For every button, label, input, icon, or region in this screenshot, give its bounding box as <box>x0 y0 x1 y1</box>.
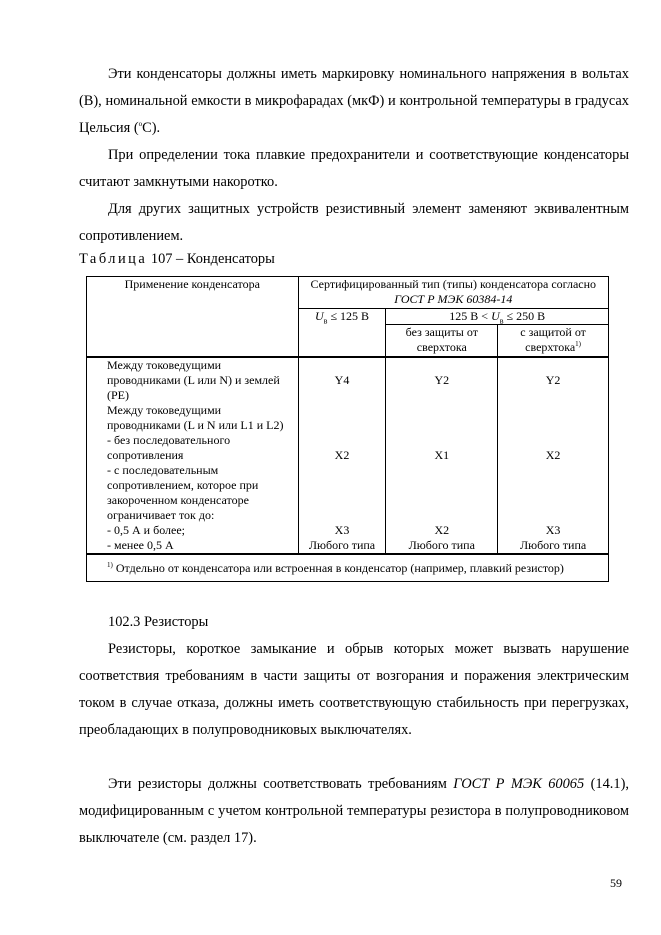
value-low-pe: Y4 <box>334 372 350 387</box>
header-low-voltage: $U_в \le 125$ В <box>298 309 386 357</box>
value-mid-prot-pe: Y2 <box>545 372 561 387</box>
row-live: Между токоведущими проводниками (L и N или L1 и L2) <box>107 402 284 432</box>
table-caption-word: Таблица <box>79 251 148 267</box>
paragraph-marking <box>79 61 629 142</box>
value-low-half: X3 <box>334 522 350 537</box>
row-half-amp: - 0,5 А и более; <box>107 522 186 537</box>
value-low-less: Любого типа <box>308 537 376 552</box>
header-mid-voltage: 125 $В < U_в \le 250$ В <box>386 309 609 325</box>
row-with-series: - с последовательным сопротивлением, которое при закороченном конденсаторе ограничивает ток до: <box>107 462 259 522</box>
table-footnote <box>87 554 609 582</box>
capacitor-table <box>86 276 609 582</box>
paragraph-fuse: При определении тока плавкие предохранители и соответствующие конденсаторы считают замкнутыми накоротко. <box>79 147 629 190</box>
value-low-noseries: X2 <box>334 447 350 462</box>
value-mid-prot-half: X3 <box>545 522 561 537</box>
footnote-mark: 1) <box>107 560 113 569</box>
paragraph-standard: Эти резисторы должны соответствовать требованиям ГОСТ Р МЭК 60065 (14.1), модифицированным с учетом контрольной температуры резистора в полупроводниковом выключателе (см. раздел 17). <box>79 776 629 846</box>
paragraph-protective: Для других защитных устройств резистивный элемент заменяют эквивалентным сопротивлением. <box>79 201 629 244</box>
values-mid-no-protection <box>386 357 498 554</box>
application-column <box>87 357 299 554</box>
header-no-protection: без защиты от сверхтока <box>386 325 498 357</box>
value-mid-prot-less: Любого типа <box>519 537 587 552</box>
table-caption <box>79 250 275 268</box>
row-no-series: - без последовательного сопротивления <box>107 432 231 462</box>
header-certified: Сертифицированный тип (типы) конденсатора согласно ГОСТ Р МЭК 60384-14 <box>298 277 608 309</box>
paragraph-marking-text: Эти конденсаторы должны иметь маркировку номинального напряжения в вольтах (В), номинальной емкости в микрофарадах (мкФ) и контрольной температуры в градусах Цельсия ( <box>79 66 629 136</box>
value-mid-noprot-less: Любого типа <box>408 537 475 552</box>
header-application: Применение конденсатора <box>87 277 299 357</box>
page-number: 59 <box>610 876 622 890</box>
standard-reference: ГОСТ Р МЭК 60065 <box>453 776 585 792</box>
row-less-half-amp: - менее 0,5 А <box>107 537 174 552</box>
paragraph-marking-end: С). <box>142 120 161 136</box>
section-heading: 102.3 Резисторы <box>108 614 209 630</box>
header-certified-standard: ГОСТ Р МЭК 60384-14 <box>394 292 513 306</box>
value-mid-noprot-pe: Y2 <box>434 372 450 387</box>
table-caption-rest: 107 – Конденсаторы <box>150 251 275 267</box>
values-low-voltage <box>298 357 386 554</box>
degree-sup: o <box>138 120 143 129</box>
header-with-protection: с защитой от сверхтока$^{1)}$ <box>498 325 609 357</box>
value-mid-prot-noseries: X2 <box>545 447 561 462</box>
value-mid-noprot-half: X2 <box>434 522 450 537</box>
row-pe: Между токоведущими проводниками (L или N) и землей (PE) <box>107 357 280 402</box>
values-mid-with-protection <box>498 357 609 554</box>
paragraph-resistors: Резисторы, короткое замыкание и обрыв которых может вызвать нарушение соответствия требованиям в части защиты от возгорания и поражения электрическим током в случае отказа, должны иметь соответствующую стабильность при перегрузках, преобладающих в полупроводниковых выключателях. <box>79 641 629 738</box>
value-mid-noprot-noseries: X1 <box>434 447 450 462</box>
footnote-text: Отдельно от конденсатора или встроенная в конденсатор (например, плавкий резистор) <box>115 560 564 575</box>
